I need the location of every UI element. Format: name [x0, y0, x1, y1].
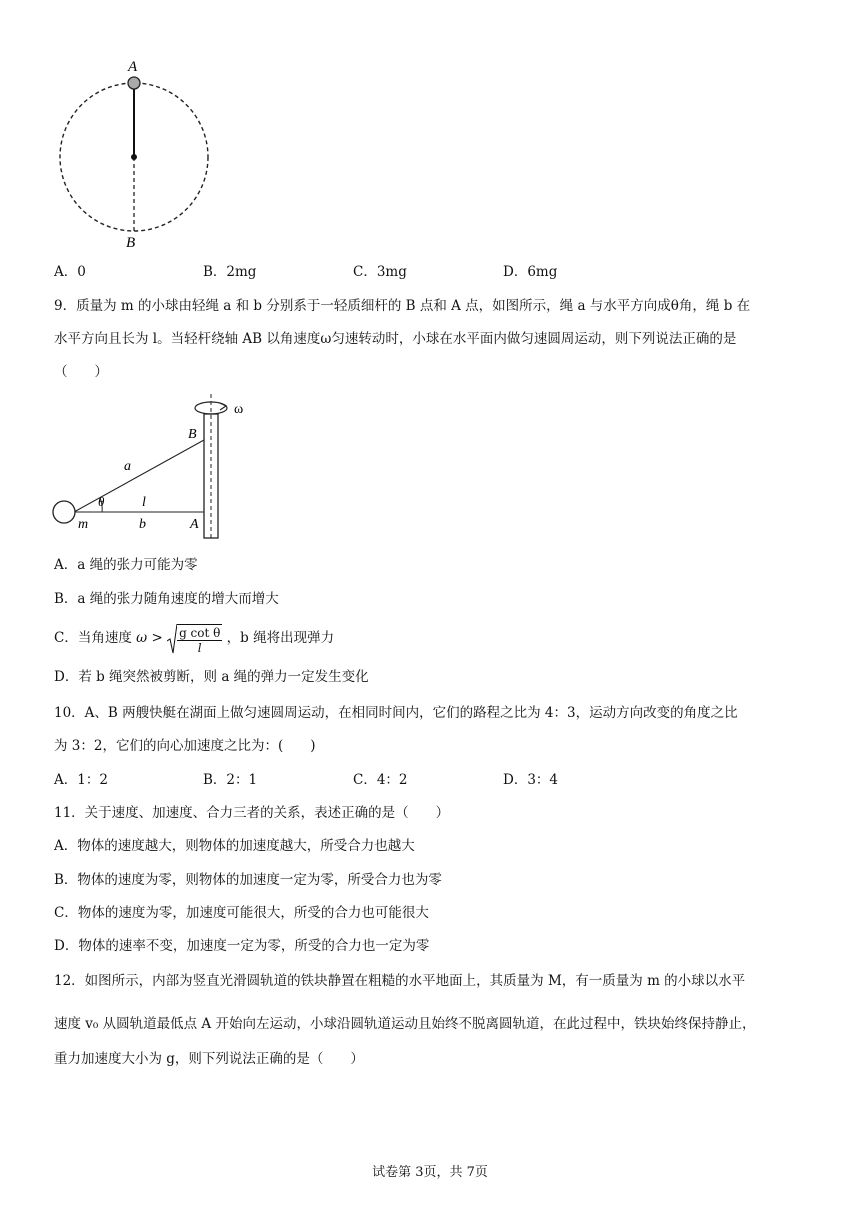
q9-stem-line2: 水平方向且长为 l。当轻杆绕轴 AB 以角速度ω匀速转动时，小球在水平面内做匀速圆周运动，则下列说法正确的是 — [54, 331, 737, 347]
label-bottom: B — [126, 235, 136, 251]
q10-option-a: A．1：2 — [54, 772, 108, 788]
rope-a — [74, 440, 204, 512]
label-A: A — [190, 517, 199, 532]
page-footer: 试卷第 3页，共 7页 — [372, 1165, 488, 1180]
q10-option-c: C．4：2 — [353, 772, 408, 788]
rotation-arrowhead — [220, 403, 226, 410]
ball — [128, 77, 140, 89]
q8-figure — [50, 55, 220, 255]
q9-stem-line1: 9．质量为 m 的小球由轻绳 a 和 b 分别系于一轻质细杆的 B 点和 A 点，如图所示，绳 a 与水平方向成θ角，绳 b 在 — [54, 298, 751, 314]
q9-figure — [48, 394, 263, 544]
q11-option-b: B．物体的速度为零，则物体的加速度一定为零，所受合力也为零 — [54, 872, 442, 888]
q12-stem-line3: 重力加速度大小为 g，则下列说法正确的是（ ） — [54, 1051, 364, 1067]
q8-option-a: A．0 — [54, 264, 86, 280]
fraction-numerator: g cot θ — [179, 625, 221, 640]
q10-stem-line2: 为 3：2，它们的向心加速度之比为：( ) — [54, 738, 316, 754]
omega-symbol: ω > — [136, 630, 163, 646]
q9-option-a: A．a 绳的张力可能为零 — [54, 557, 198, 573]
q9-option-c: C．当角速度 ω > $\frac{\text{g cot θ}}{l}$ ，b 绳将出现弹力 — [54, 620, 334, 657]
q9-option-b: B．a 绳的张力随角速度的增大而增大 — [54, 591, 279, 607]
label-l: l — [142, 495, 146, 510]
q8-option-c: C．3mg — [353, 264, 407, 280]
q11-option-a: A．物体的速度越大，则物体的加速度越大，所受合力也越大 — [54, 838, 415, 854]
label-B: B — [188, 427, 197, 442]
ball — [53, 501, 75, 523]
q8-option-d: D．6mg — [503, 264, 558, 280]
q10-option-d: D．3：4 — [503, 772, 559, 788]
q11-stem: 11．关于速度、加速度、合力三者的关系，表述正确的是（ ） — [54, 805, 450, 821]
q11-option-c: C．物体的速度为零，加速度可能很大，所受的合力也可能很大 — [54, 905, 429, 921]
q12-stem-line1: 12．如图所示，内部为竖直光滑圆轨道的铁块静置在粗糙的水平地面上，其质量为 M，有一质量为 m 的小球以水平 — [54, 973, 746, 989]
fraction-denominator: l — [197, 640, 202, 655]
q8-option-b: B．2mg — [203, 264, 257, 280]
q12-stem-line2: 速度 v₀ 从圆轨道最低点 A 开始向左运动，小球沿圆轨道运动且始终不脱离圆轨道，在此过程中，铁块始终保持静止， — [54, 1016, 756, 1032]
q9-stem-line3: （ ） — [54, 364, 108, 380]
sqrt-expression — [167, 621, 222, 657]
label-a: a — [124, 459, 131, 474]
omega-label: ω — [234, 402, 244, 417]
center-dot — [131, 154, 137, 160]
q11-option-d: D．物体的速率不变，加速度一定为零，所受的合力也一定为零 — [54, 938, 430, 954]
q9-option-d: D．若 b 绳突然被剪断，则 a 绳的弹力一定发生变化 — [54, 669, 369, 685]
label-m: m — [78, 517, 89, 532]
label-top: A — [128, 59, 138, 75]
q10-option-b: B．2：1 — [203, 772, 258, 788]
q10-stem-line1: 10．A、B 两艘快艇在湖面上做匀速圆周运动，在相同时间内，它们的路程之比为 4：3，运动方向改变的角度之比 — [54, 705, 738, 721]
label-theta: θ — [98, 494, 105, 509]
label-b: b — [139, 517, 146, 532]
